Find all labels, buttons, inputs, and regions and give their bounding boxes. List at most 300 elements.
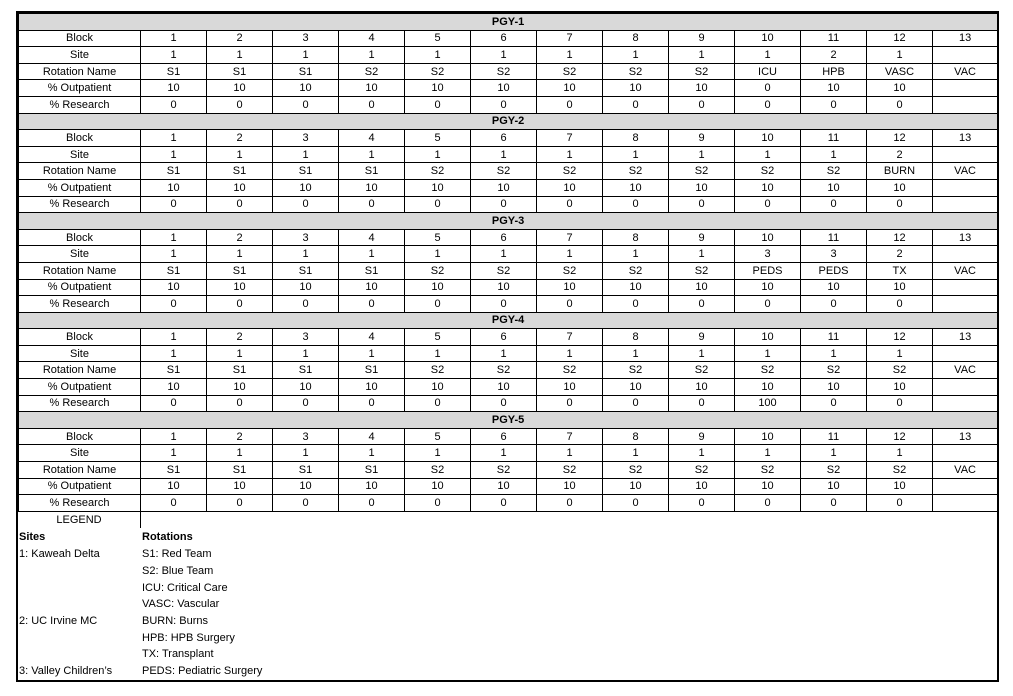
site-row [19,445,998,462]
table-cell: 10 [141,179,207,196]
table-cell: 8 [603,428,669,445]
rotation-name-row [19,262,998,279]
table-cell: S2 [735,163,801,180]
table-cell: 10 [801,179,867,196]
table-cell: S2 [471,362,537,379]
research-row [19,395,998,412]
table-cell: HPB [801,63,867,80]
table-cell: 1 [141,246,207,263]
table-cell: 3 [273,30,339,47]
table-cell: 0 [801,495,867,512]
table-cell: 13 [933,329,998,346]
table-cell: 10 [801,279,867,296]
row-label: Site [19,246,141,263]
pgy-header-row [19,14,998,31]
table-cell: 2 [207,229,273,246]
table-cell: 0 [801,196,867,213]
table-cell: 1 [603,47,669,64]
table-cell: S2 [669,462,735,479]
table-cell: 0 [339,395,405,412]
table-cell [933,495,998,512]
legend-site: 1: Kaweah Delta [19,547,100,560]
block-row [19,329,998,346]
table-cell: 10 [603,478,669,495]
table-cell: 0 [801,296,867,313]
table-cell: 0 [537,296,603,313]
table-cell: S2 [735,362,801,379]
table-cell: 0 [867,296,933,313]
table-cell: S2 [669,362,735,379]
table-cell: 0 [669,196,735,213]
table-cell [933,246,998,263]
research-row [19,96,998,113]
table-cell: 1 [735,146,801,163]
table-cell: 4 [339,329,405,346]
table-cell: 0 [273,495,339,512]
row-label: Block [19,130,141,147]
table-cell: 1 [339,47,405,64]
table-cell: 10 [867,179,933,196]
table-cell: 1 [339,345,405,362]
pgy-title: PGY-3 [19,213,998,230]
block-row [19,428,998,445]
table-cell: 1 [669,445,735,462]
table-cell: 0 [339,495,405,512]
table-cell: 0 [603,196,669,213]
table-cell: 0 [867,96,933,113]
table-cell [933,196,998,213]
table-cell: S2 [405,462,471,479]
table-cell: 0 [537,96,603,113]
row-label: % Research [19,96,141,113]
table-cell: 10 [669,179,735,196]
table-cell: 10 [141,80,207,97]
table-cell: VAC [933,163,998,180]
table-cell: 10 [141,279,207,296]
row-label: Site [19,146,141,163]
table-cell [933,80,998,97]
table-cell: 6 [471,329,537,346]
table-cell [933,345,998,362]
table-cell: 5 [405,229,471,246]
table-cell: 1 [867,47,933,64]
table-cell: S1 [141,163,207,180]
research-row [19,296,998,313]
legend-rotation: S1: Red Team [142,547,212,560]
table-cell: 3 [273,229,339,246]
table-cell: 3 [273,428,339,445]
table-cell: 10 [801,379,867,396]
table-cell: S1 [339,462,405,479]
table-cell: 10 [735,229,801,246]
table-cell: 0 [867,196,933,213]
table-cell: 10 [405,179,471,196]
table-cell: BURN [867,163,933,180]
table-cell: 10 [141,478,207,495]
table-cell: 10 [537,279,603,296]
table-cell: S1 [141,462,207,479]
table-cell: 11 [801,229,867,246]
row-label: % Research [19,395,141,412]
table-cell: 12 [867,428,933,445]
block-row [19,130,998,147]
rotation-name-row [19,63,998,80]
table-cell: 10 [273,80,339,97]
table-cell: 10 [669,279,735,296]
table-cell: 0 [405,96,471,113]
row-label: Block [19,428,141,445]
table-cell: 10 [867,279,933,296]
table-cell: 10 [735,428,801,445]
table-cell: 0 [207,495,273,512]
table-cell: S1 [339,362,405,379]
table-cell [933,96,998,113]
outpatient-row [19,179,998,196]
table-cell: 10 [471,478,537,495]
table-cell: 1 [801,146,867,163]
table-cell: 5 [405,30,471,47]
pgy-header-row [19,412,998,429]
rotation-name-row [19,362,998,379]
table-cell: 1 [669,47,735,64]
table-cell: 13 [933,229,998,246]
table-cell: 10 [867,379,933,396]
table-cell: 6 [471,428,537,445]
table-cell: 13 [933,30,998,47]
rotation-schedule [16,11,999,682]
table-cell: 10 [471,179,537,196]
table-cell: 3 [801,246,867,263]
legend-title: LEGEND [56,513,102,526]
table-cell: 10 [273,279,339,296]
table-cell: 1 [471,345,537,362]
table-cell: 0 [141,495,207,512]
table-cell: S2 [537,63,603,80]
table-cell: 10 [603,80,669,97]
table-cell: 1 [867,345,933,362]
table-cell: 0 [735,80,801,97]
table-cell: 0 [405,395,471,412]
table-cell: 1 [603,345,669,362]
table-cell: 0 [801,96,867,113]
table-cell: S2 [471,462,537,479]
pgy-title: PGY-5 [19,412,998,429]
table-cell: S1 [141,63,207,80]
table-cell: 4 [339,229,405,246]
row-label: Site [19,47,141,64]
table-cell: 9 [669,130,735,147]
table-cell: 11 [801,30,867,47]
table-cell: 5 [405,130,471,147]
table-cell: 10 [339,179,405,196]
table-cell: 1 [339,146,405,163]
table-cell: 13 [933,130,998,147]
table-cell: 0 [273,196,339,213]
table-cell: 4 [339,30,405,47]
row-label: % Research [19,296,141,313]
legend-rotation: VASC: Vascular [142,597,220,610]
row-label: % Outpatient [19,279,141,296]
table-cell [933,279,998,296]
table-cell: 8 [603,30,669,47]
table-cell [933,179,998,196]
table-cell: 0 [273,296,339,313]
rotation-name-row [19,163,998,180]
table-cell: VAC [933,262,998,279]
table-cell: 12 [867,229,933,246]
table-cell: 0 [669,96,735,113]
table-cell: 0 [603,495,669,512]
table-cell: VAC [933,362,998,379]
table-cell: 0 [141,395,207,412]
table-cell: 11 [801,428,867,445]
table-cell: 10 [735,329,801,346]
table-cell: 10 [273,379,339,396]
table-cell: 1 [273,445,339,462]
table-cell: 10 [141,379,207,396]
table-cell: 10 [801,478,867,495]
table-cell: 1 [867,445,933,462]
table-cell: S2 [867,462,933,479]
table-cell: 10 [669,478,735,495]
table-cell: 0 [471,96,537,113]
table-cell: 1 [801,345,867,362]
table-cell: 8 [603,229,669,246]
table-cell: S1 [207,262,273,279]
block-row [19,30,998,47]
row-label: % Outpatient [19,478,141,495]
table-cell: S1 [339,163,405,180]
table-cell: 10 [669,80,735,97]
table-cell: 10 [537,80,603,97]
table-cell: 10 [669,379,735,396]
table-cell: 6 [471,30,537,47]
table-cell: S2 [405,163,471,180]
rotation-name-row [19,462,998,479]
table-cell: 1 [141,428,207,445]
table-cell: 9 [669,428,735,445]
legend-site: 2: UC Irvine MC [19,614,98,627]
table-cell: 10 [603,179,669,196]
table-cell: 0 [537,495,603,512]
table-cell: 10 [537,179,603,196]
table-cell: 0 [207,296,273,313]
table-cell: 10 [405,80,471,97]
table-cell: 12 [867,329,933,346]
table-cell: 2 [867,246,933,263]
table-cell: 0 [207,395,273,412]
table-cell: S1 [207,163,273,180]
table-cell: S2 [405,63,471,80]
table-cell: 10 [207,379,273,396]
table-cell: 10 [471,80,537,97]
table-cell: S2 [405,362,471,379]
table-cell: S1 [141,362,207,379]
table-cell: 1 [405,345,471,362]
row-label: Site [19,445,141,462]
table-cell: S2 [801,362,867,379]
legend-rotation: BURN: Burns [142,614,209,627]
table-cell: S2 [603,163,669,180]
row-label: Block [19,229,141,246]
table-cell: 1 [537,146,603,163]
table-cell: S2 [669,262,735,279]
site-row [19,345,998,362]
table-cell: 0 [339,296,405,313]
table-cell: 1 [735,345,801,362]
table-cell: 1 [405,47,471,64]
pgy-header-row [19,213,998,230]
table-cell: 7 [537,329,603,346]
table-cell: 1 [141,345,207,362]
site-row [19,146,998,163]
table-cell: 10 [867,80,933,97]
table-cell: 10 [339,80,405,97]
table-cell: 10 [405,478,471,495]
table-cell: 10 [405,379,471,396]
row-label: % Outpatient [19,179,141,196]
table-cell: 8 [603,329,669,346]
table-cell: 1 [207,246,273,263]
table-cell: S2 [669,63,735,80]
table-cell: 1 [273,146,339,163]
table-cell: 0 [471,196,537,213]
table-cell: S2 [537,362,603,379]
table-cell: 1 [537,246,603,263]
table-cell: S1 [339,262,405,279]
table-cell: S2 [471,163,537,180]
table-cell: 100 [735,395,801,412]
table-cell: 10 [537,379,603,396]
table-cell: 10 [207,80,273,97]
table-cell: 0 [207,196,273,213]
table-cell: 1 [273,47,339,64]
table-cell: 10 [603,379,669,396]
table-cell: 0 [603,96,669,113]
row-label: Rotation Name [19,462,141,479]
table-cell: S2 [867,362,933,379]
table-cell: 10 [339,379,405,396]
table-cell: 1 [471,246,537,263]
table-cell: 10 [339,279,405,296]
table-cell: 0 [471,495,537,512]
row-label: Rotation Name [19,262,141,279]
table-cell: VAC [933,63,998,80]
table-cell: 1 [141,130,207,147]
rotation-table [18,13,998,512]
table-cell: S2 [801,462,867,479]
table-cell: 9 [669,30,735,47]
table-cell: 1 [603,445,669,462]
table-cell: 0 [537,196,603,213]
outpatient-row [19,478,998,495]
table-cell: 1 [141,146,207,163]
table-cell: 1 [273,345,339,362]
legend [18,512,997,677]
table-cell: 0 [141,196,207,213]
table-cell: S2 [603,262,669,279]
table-cell: 1 [405,246,471,263]
table-cell: VASC [867,63,933,80]
block-row [19,229,998,246]
table-cell: S1 [207,63,273,80]
table-cell: S1 [207,462,273,479]
table-cell: S2 [669,163,735,180]
table-cell: 4 [339,130,405,147]
outpatient-row [19,80,998,97]
table-cell: 0 [867,495,933,512]
table-cell: 0 [405,296,471,313]
table-cell: S1 [141,262,207,279]
table-cell: 1 [339,246,405,263]
research-row [19,196,998,213]
table-cell: S2 [405,262,471,279]
table-cell: 1 [471,146,537,163]
table-cell: S1 [273,163,339,180]
table-cell: 10 [735,130,801,147]
legend-rotation: PEDS: Pediatric Surgery [142,664,263,677]
table-cell: 1 [537,47,603,64]
table-cell: S2 [339,63,405,80]
site-row [19,246,998,263]
table-cell: 2 [867,146,933,163]
table-cell: 2 [207,130,273,147]
table-cell: 6 [471,229,537,246]
table-cell: 1 [207,445,273,462]
table-cell: 0 [339,96,405,113]
table-cell: PEDS [735,262,801,279]
table-cell: TX [867,262,933,279]
table-cell: 1 [603,146,669,163]
table-cell: 4 [339,428,405,445]
table-cell: 10 [273,179,339,196]
table-cell: 11 [801,329,867,346]
table-cell [933,379,998,396]
table-cell: S2 [603,462,669,479]
legend-sites-heading: Sites [19,530,46,543]
row-label: % Research [19,495,141,512]
table-cell: 7 [537,229,603,246]
table-cell [933,445,998,462]
table-cell: PEDS [801,262,867,279]
table-cell: 10 [867,478,933,495]
table-cell: 7 [537,130,603,147]
pgy-header-row [19,312,998,329]
table-cell: 0 [405,495,471,512]
table-cell: 0 [141,296,207,313]
table-cell: 10 [801,80,867,97]
row-label: % Research [19,196,141,213]
table-cell: 10 [471,379,537,396]
table-cell: 0 [735,196,801,213]
table-cell: 3 [735,246,801,263]
table-cell: 10 [735,379,801,396]
table-cell: S2 [537,462,603,479]
table-cell: 3 [273,130,339,147]
table-cell: 0 [669,296,735,313]
table-cell: 0 [669,495,735,512]
row-label: Block [19,30,141,47]
table-cell: 0 [669,395,735,412]
table-cell: S2 [537,262,603,279]
table-cell: 1 [537,445,603,462]
table-cell: 9 [669,229,735,246]
table-cell: 10 [735,30,801,47]
table-cell: 0 [207,96,273,113]
table-cell: 10 [273,478,339,495]
row-label: Site [19,345,141,362]
table-cell: 1 [405,146,471,163]
